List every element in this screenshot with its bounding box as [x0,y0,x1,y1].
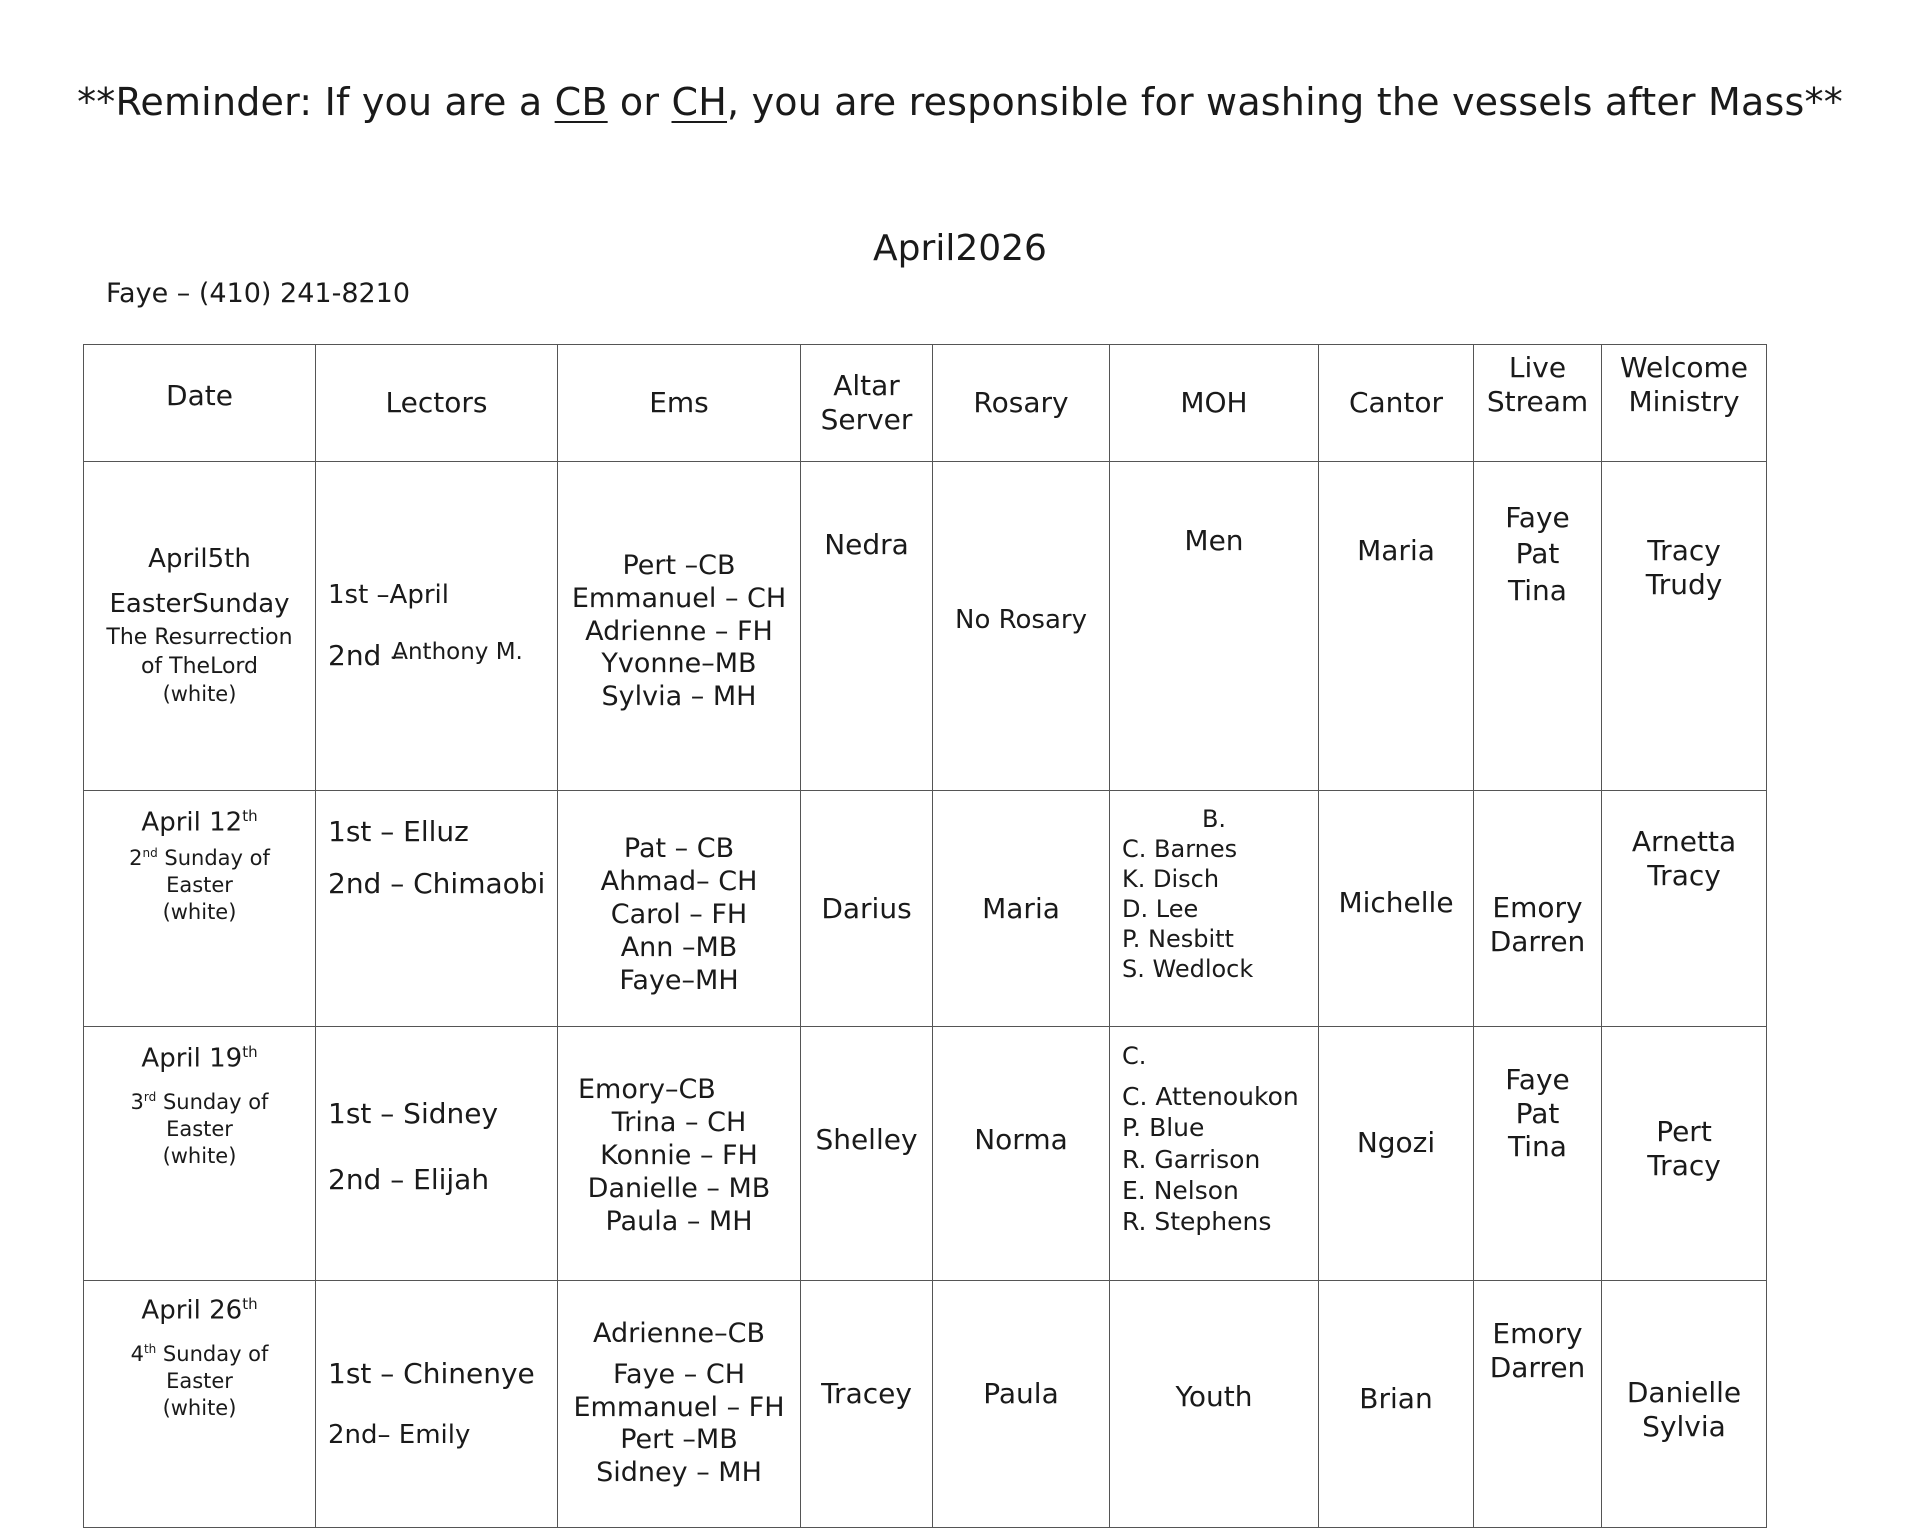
header-row [84,345,1767,462]
contact-info: Faye – (410) 241-8210 [106,278,411,309]
header-rosary: Rosary [933,345,1110,462]
welcome-ministry-cell: Danielle Sylvia [1602,1281,1767,1528]
list-item: Emory–CB [578,1074,716,1106]
live-stream-cell: Emory Darren [1474,791,1602,1027]
date-cell: April5th EasterSunday The Resurrection of TheLord (white) [84,462,316,791]
altar-server-cell: Tracey [801,1281,933,1528]
list-item: Faye – CH [612,1358,745,1390]
date-cell: April 26th 4th Sunday of Easter (white) [84,1281,316,1528]
cantor-cell: Maria [1319,462,1474,791]
live-stream-cell: Faye Pat Tina [1474,462,1602,791]
table-row [84,1281,1767,1528]
list-item: Yvonne–MB [601,648,757,680]
welcome-ministry-cell: Tracy Trudy [1602,462,1767,791]
list-item: Danielle – MB [587,1172,771,1204]
rosary-cell: No Rosary [933,462,1110,791]
cb-abbrev: CB [554,80,608,124]
header-ems: Ems [558,345,801,462]
list-item: Ann –MB [620,931,738,963]
welcome-ministry-cell: Pert Tracy [1602,1027,1767,1281]
ministry-schedule-table [83,344,1767,1528]
ems-cell [558,791,801,1027]
list-item: Sylvia – MH [601,681,757,713]
header-altar-server: Altar Server [801,345,933,462]
moh-cell: C. C. Attenoukon P. Blue R. Garrison E. Nelson R. Stephens [1110,1027,1319,1281]
list-item: Emmanuel – CH [571,582,787,614]
moh-cell: Youth [1110,1281,1319,1528]
header-cantor: Cantor [1319,345,1474,462]
list-item: Trina – CH [611,1107,747,1139]
live-stream-cell: Emory Darren [1474,1281,1602,1528]
rosary-cell: Maria [933,791,1110,1027]
list-item: Sidney – MH [596,1457,762,1489]
reminder-text: **Reminder: If you are a CB or CH, you are responsible for washing the vessels after Mass** [77,80,1843,124]
list-item: Konnie – FH [600,1140,758,1172]
list-item: Pert –MB [620,1424,738,1456]
moh-cell: B. C. Barnes K. Disch D. Lee P. Nesbitt S. Wedlock [1110,791,1319,1027]
welcome-ministry-cell: Arnetta Tracy [1602,791,1767,1027]
date-cell: April 12th 2nd Sunday of Easter (white) [84,791,316,1027]
lectors-cell: 1st – Chinenye 2nd– Emily [316,1281,558,1528]
list-item: Pat – CB [623,833,735,865]
list-item: Paula – MH [605,1205,753,1237]
table-row [84,1027,1767,1281]
rosary-cell: Norma [933,1027,1110,1281]
month-title: April2026 [873,228,1047,269]
lectors-cell: 1st – Sidney 2nd – Elijah [316,1027,558,1281]
lectors-cell: 1st –April 2nd –$^{Anthony M.}$ [316,462,558,791]
list-item: Pert –CB [622,549,736,581]
header-lectors: Lectors [316,345,558,462]
header-welcome-ministry: Welcome Ministry [1602,345,1767,462]
altar-server-cell: Shelley [801,1027,933,1281]
header-moh: MOH [1110,345,1319,462]
list-item: Adrienne–CB [592,1317,766,1349]
moh-cell: Men [1110,462,1319,791]
lectors-cell: 1st – Elluz 2nd – Chimaobi [316,791,558,1027]
altar-server-cell: Darius [801,791,933,1027]
live-stream-cell: Faye Pat Tina [1474,1027,1602,1281]
table-row [84,791,1767,1027]
cantor-cell: Michelle [1319,791,1474,1027]
list-item: Faye–MH [619,964,739,996]
header-date: Date [84,345,316,462]
cantor-cell: Brian [1319,1281,1474,1528]
list-item: Adrienne – FH [585,615,773,647]
ems-cell [558,1281,801,1528]
table-row [84,462,1767,791]
list-item: Carol – FH [610,899,748,931]
ems-cell [558,1027,801,1281]
header-live-stream: Live Stream [1474,345,1602,462]
altar-server-cell: Nedra [801,462,933,791]
rosary-cell: Paula [933,1281,1110,1528]
list-item: Emmanuel – FH [573,1391,785,1423]
date-cell: April 19th 3rd Sunday of Easter (white) [84,1027,316,1281]
ch-abbrev: CH [671,80,728,124]
list-item: Ahmad– CH [600,866,758,898]
cantor-cell: Ngozi [1319,1027,1474,1281]
ems-cell [558,462,801,791]
